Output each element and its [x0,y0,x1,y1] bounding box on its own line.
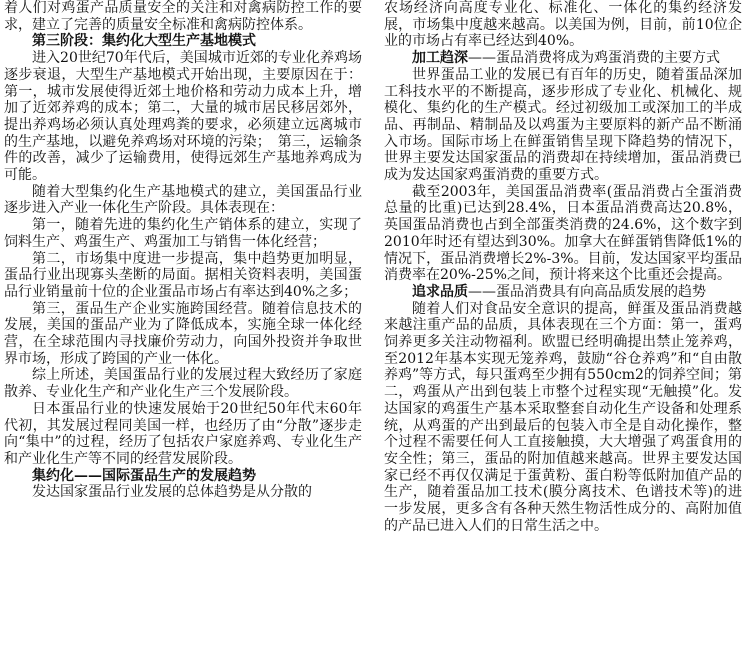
left-column [4,0,362,501]
subsection-subtitle: ——蛋品消费将成为鸡蛋消费的主要方式 [468,50,720,67]
paragraph: 第一，随着先进的集约化生产销体系的建立，实现了饲料生产、鸡蛋生产、鸡蛋加工与销售一体化经营； [4,217,362,250]
subsection-subtitle: ——蛋品消费具有向高品质发展的趋势 [468,283,706,300]
subsection-title: 追求品质 [412,283,468,300]
paragraph: 随着人们对食品安全意识的提高，鲜蛋及蛋品消费越来越注重产品的品质，具体表现在三个方面：第一，蛋鸡饲养更多关注动物福利。欧盟已经明确提出禁止笼养鸡，至2012年基本实现无笼养鸡，鼓励“谷仓养鸡”和“自由散养鸡”等方式，每只蛋鸡至少拥有550cm2的饲养空间；第二，鸡蛋从产出到包装上市整个过程实现“无触摸”化。发达国家的鸡蛋生产基本采取整套自动化生产设备和处理系统，从鸡蛋的产出到最后的包装入市全是自动化操作，整个过程不需要任何人工直接触摸，大大增强了鸡蛋食用的安全性；第三，蛋品的附加值越来越高。世界主要发达国家已经不再仅仅满足于蛋黄粉、蛋白粉等低附加值产品的生产，随着蛋品加工技术(膜分离技术、色谱技术等)的进一步发展，更多含有各种天然生物活性成分的、高附加值的产品已进入人们的日常生活之中。 [384,300,742,534]
section-heading: 集约化——国际蛋品生产的发展趋势 [32,467,256,484]
subsection-heading [384,50,742,67]
paragraph: 随着大型集约化生产基地模式的建立，美国蛋品行业逐步进入产业一体化生产阶段。具体表现在： [4,183,362,217]
paragraph: 世界蛋品工业的发展已有百年的历史，随着蛋品深加工科技水平的不断提高，逐步形成了专业化、机械化、规模化、集约化的生产模式。经过初级加工或深加工的半成品、再制品、精制品及以鸡蛋为主要原料的新产品不断涌入市场。国际市场上在鲜蛋销售呈现下降趋势的情况下，世界主要发达国家蛋品的消费却在持续增加，蛋品消费已成为发达国家鸡蛋消费的重要方式。 [384,66,742,184]
paragraph: 农场经济向高度专业化、标准化、一体化的集约经济发展，市场集中度越来越高。以美国为例，目前，前10位企业的市场占有率已经达到40%。 [384,0,742,50]
paragraph: 第二，市场集中度进一步提高，集中趋势更加明显，蛋品行业出现寡头垄断的局面。据相关资料表明，美国蛋品行业销量前十位的企业蛋品市场占有率达到40%之多； [4,250,362,300]
paragraph: 第三，蛋品生产企业实施跨国经营。随着信息技术的发展，美国的蛋品产业为了降低成本，实施全球一体化经营，在全球范围内寻找廉价劳动力，向国外投资并争取世界市场，形成了跨国的产业一体化。 [4,300,362,367]
paragraph: 综上所述，美国蛋品行业的发展过程大致经历了家庭散养、专业化生产和产业化生产三个发展阶段。 [4,367,362,401]
subsection-title: 加工趋深 [412,50,468,67]
paragraph: 发达国家蛋品行业发展的总体趋势是从分散的 [32,484,312,501]
paragraph: 进入20世纪70年代后，美国城市近郊的专业化养鸡场逐步衰退，大型生产基地模式开始出现，主要原因在于：第一，城市发展使得近郊土地价格和劳动力成本上升，增加了近郊养鸡的成本；第二，大量的城市居民移居郊外，提出养鸡场必须认真处理鸡粪的要求，必须建立远离城市的生产基地，以避免养鸡场对环境的污染； 第三，运输条件的改善，减少了运输费用，使得远郊生产基地养鸡成为可能。 [4,50,362,184]
paragraph: 日本蛋品行业的快速发展始于20世纪50年代末60年代初，其发展过程同美国一样，也经历了由“分散”逐步走向“集中”的过程，经历了包括农户家庭养鸡、专业化生产和产业化生产等不同的经营发展阶段。 [4,400,362,467]
paragraph: 着人们对鸡蛋产品质量安全的关注和对禽病防控工作的要求，建立了完善的质量安全标准和禽病防控体系。 [4,0,362,33]
section-heading: 第三阶段：集约化大型生产基地模式 [32,33,256,50]
subsection-heading [384,284,742,301]
right-column [384,0,742,535]
paragraph: 截至2003年，美国蛋品消费率(蛋品消费占全蛋消费总量的比重)已达到28.4%，日本蛋品消费高达20.8%，英国蛋品消费也占到全部蛋类消费的24.6%，这个数字到2010年时还有望达到30%。加拿大在鲜蛋销售降低1%的情况下，蛋品消费增长2%-3%。目前，发达国家平均蛋品消费率在20%-25%之间，预计将来这个比重还会提高。 [384,183,742,284]
